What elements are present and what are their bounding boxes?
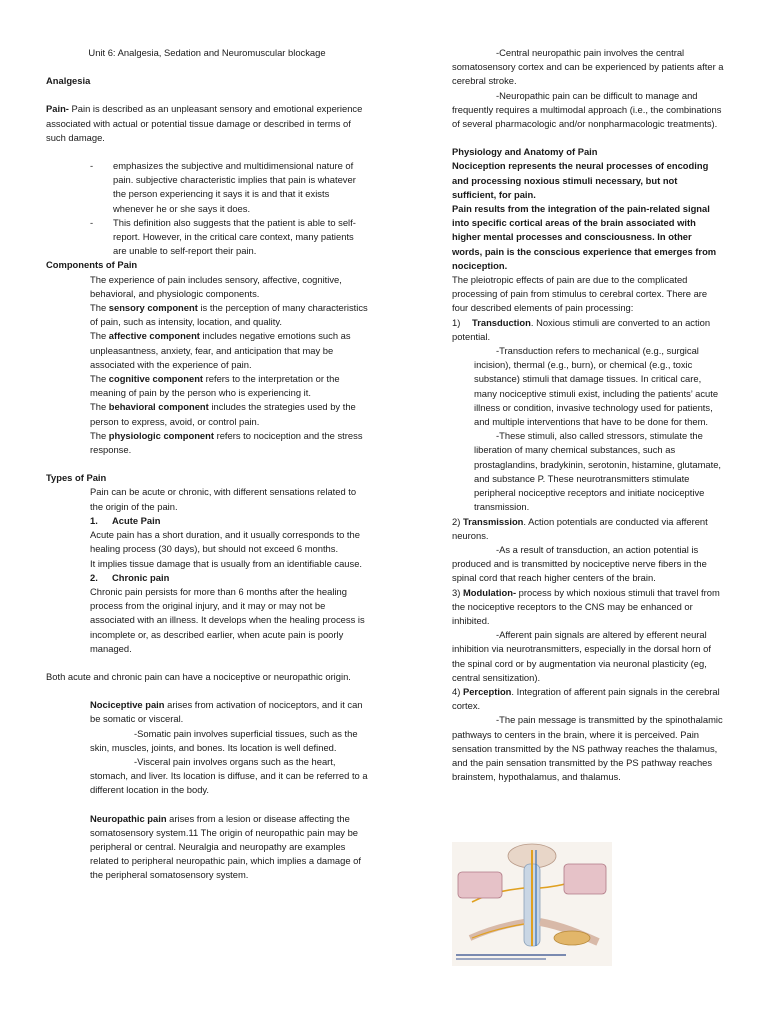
components-heading: Components of Pain — [46, 259, 138, 271]
affective-paragraph: The affective component includes negative emotions such as unpleasantness, anxiety, fear, and anticipation that may be associated with the experience of pain. — [90, 330, 351, 370]
perception-detail: -The pain message is transmitted by the spinothalamic pathways to centers in the brain, where it is perceived. Pain sensation transmitted by the NS pathway reaches the thalamus, and the pain sensation transmitted by the PS pathway reaches brainstem, hypothalamus, and thalamus. — [452, 714, 723, 783]
types-heading: Types of Pain — [46, 472, 107, 484]
unit-title: Unit 6: Analgesia, Sedation and Neuromuscular blockage — [88, 47, 326, 58]
right-column — [452, 46, 724, 784]
physiologic-paragraph: The physiologic component refers to nociception and the stress response. — [90, 429, 363, 456]
sensory-paragraph: The sensory component is the perception of many characteristics of pain, such as intensity, location, and quality. — [90, 302, 368, 328]
nociception-paragraph: Nociception represents the neural processes of encoding and processing noxious stimuli necessary, but not sufficient, for pain. — [452, 160, 709, 200]
pain-pathway-figure — [452, 842, 612, 966]
components-block: The experience of pain includes sensory, affective, cognitive, behavioral, and physiologic components. The sensory component is the perception of many characteristics of pain, such as intensity, location, and quality. The affective component includes negative emotions such as unpleasantness, anxiety, fear, and anticipation that may be associated with the experience of pain. The cognitive component refers to the interpretation or the meaning of pain by the person who is experiencing it. The behavioral component includes the strategies used by the person to express, avoid, or control pain. The physiologic component refers to nociception and the stress response. — [46, 273, 368, 458]
behavioral-paragraph: The behavioral component includes the strategies used by the person to express, avoid, or control pain. — [90, 401, 356, 427]
modulation-item: 3) Modulation- process by which noxious stimuli that travel from the nociceptive receptors to the CNS may be enhanced or inhibited. — [452, 586, 720, 626]
origin-block — [46, 698, 368, 882]
bullet-item: - emphasizes the subjective and multidimensional nature of pain. subjective characteristic implies that pain is whatever the person experiencing it says it is and that it exists whenever he or she says it does. — [90, 160, 356, 214]
transmission-detail: -As a result of transduction, an action potential is produced and is transmitted by nociceptive nerve fibers in the spinal cord that reach higher centers of the brain. — [452, 543, 707, 584]
pain-definition: Pain- Pain is described as an unpleasant sensory and emotional experience associated with actual or potential tissue damage or described in terms of such damage. — [46, 103, 363, 143]
left-column — [46, 46, 368, 883]
somatic-paragraph: -Somatic pain involves superficial tissues, such as the skin, muscles, joints, and bones. Its location is well defined. — [90, 727, 358, 753]
nociceptive-paragraph: Nociceptive pain arises from activation of nociceptors, and it can be somatic or visceral. — [90, 699, 363, 725]
transduction-detail: -Transduction refers to mechanical (e.g., surgical incision), thermal (e.g., burn), or chemical (e.g., toxic substance) stimuli that damage tissues. In critical care, many nociceptive stimuli exist, including the patients’ acute illness or condition, invasive technology used for patients, and multiple interventions that have to be done for them. -These stimuli, also called stressors, stimulate the liberation of many chemical substances, such as prostaglandins, bradykinin, serotonin, histamine, glutamate, and substance P. These neurotransmitters stimulate peripheral nociceptive receptors and initiate nociceptive transmission. — [474, 345, 722, 513]
bullet-item: - This definition also suggests that the patient is able to self-report. However, in the critical care context, many patients are unable to self-report their pain. — [90, 216, 356, 257]
physiology-heading: Physiology and Anatomy of Pain — [452, 146, 598, 158]
pleiotropic-paragraph: The pleiotropic effects of pain are due to the complicated processing of pain from stimulus to cerebral cortex. There are four described elements of pain processing: — [452, 274, 708, 314]
visceral-paragraph: -Visceral pain involves organs such as the heart, stomach, and liver. Its location is diffuse, and it can be referred to a different location in the body. — [90, 755, 368, 796]
perception-item: 4) Perception. Integration of afferent pain signals in the cerebral cortex. — [452, 685, 720, 712]
types-block: Pain can be acute or chronic, with different sensations related to the origin of the pain. 1. Acute Pain Acute pain has a short duration, and it usually corresponds to the healing process (30 days), but should not exceed 6 months. It implies tissue damage that is usually from an identifiable cause. 2. Chronic pain Chronic pain persists for more than 6 months after the healing process from the original injury, and it may or may not be associated with an illness. It develops when the healing process is incomplete or, as described earlier, when acute pain is poorly managed. — [46, 485, 368, 655]
neuropathic-manage-paragraph: -Neuropathic pain can be difficult to manage and frequently requires a multimodal approach (i.e., the combinations of several pharmacologic and/or nonpharmacologic treatments). — [452, 89, 722, 130]
chronic-heading: 2. Chronic pain — [90, 571, 170, 583]
pain-term: Pain- — [46, 103, 69, 115]
modulation-detail: -Afferent pain signals are altered by efferent neural inhibition via neurotransmitters, especially in the dorsal horn of the spinal cord or by augmentation via neuronal plasticity (eg, central sensitization). — [452, 629, 711, 683]
cognitive-paragraph: The cognitive component refers to the interpretation or the meaning of pain by the person who is experiencing it. — [90, 373, 340, 399]
acute-heading: 1. Acute Pain — [90, 514, 161, 526]
analgesia-heading: Analgesia — [46, 75, 91, 87]
both-paragraph: Both acute and chronic pain can have a nociceptive or neuropathic origin. — [46, 670, 351, 682]
transduction-item: 1) Transduction. Noxious stimuli are converted to an action potential. — [452, 316, 711, 342]
transmission-item: 2) Transmission. Action potentials are conducted via afferent neurons. — [452, 515, 708, 541]
pain-results-paragraph: Pain results from the integration of the pain-related signal into specific cortical areas of the brain associated with higher mental processes and consciousness. In other words, pain is the conscious experience that emerges from nociception. — [452, 203, 717, 271]
pain-pathway-illustration — [452, 842, 612, 966]
central-neuropathic-paragraph: -Central neuropathic pain involves the central somatosensory cortex and can be experienced by patients after a cerebral stroke. — [452, 47, 724, 87]
neuropathic-paragraph: Neuropathic pain arises from a lesion or disease affecting the somatosensory system.11 The origin of neuropathic pain may be peripheral or central. Neuralgia and neuropathy are examples related to peripheral neuropathic pain, which implies a damage of the peripheral somatosensory system. — [90, 812, 361, 881]
